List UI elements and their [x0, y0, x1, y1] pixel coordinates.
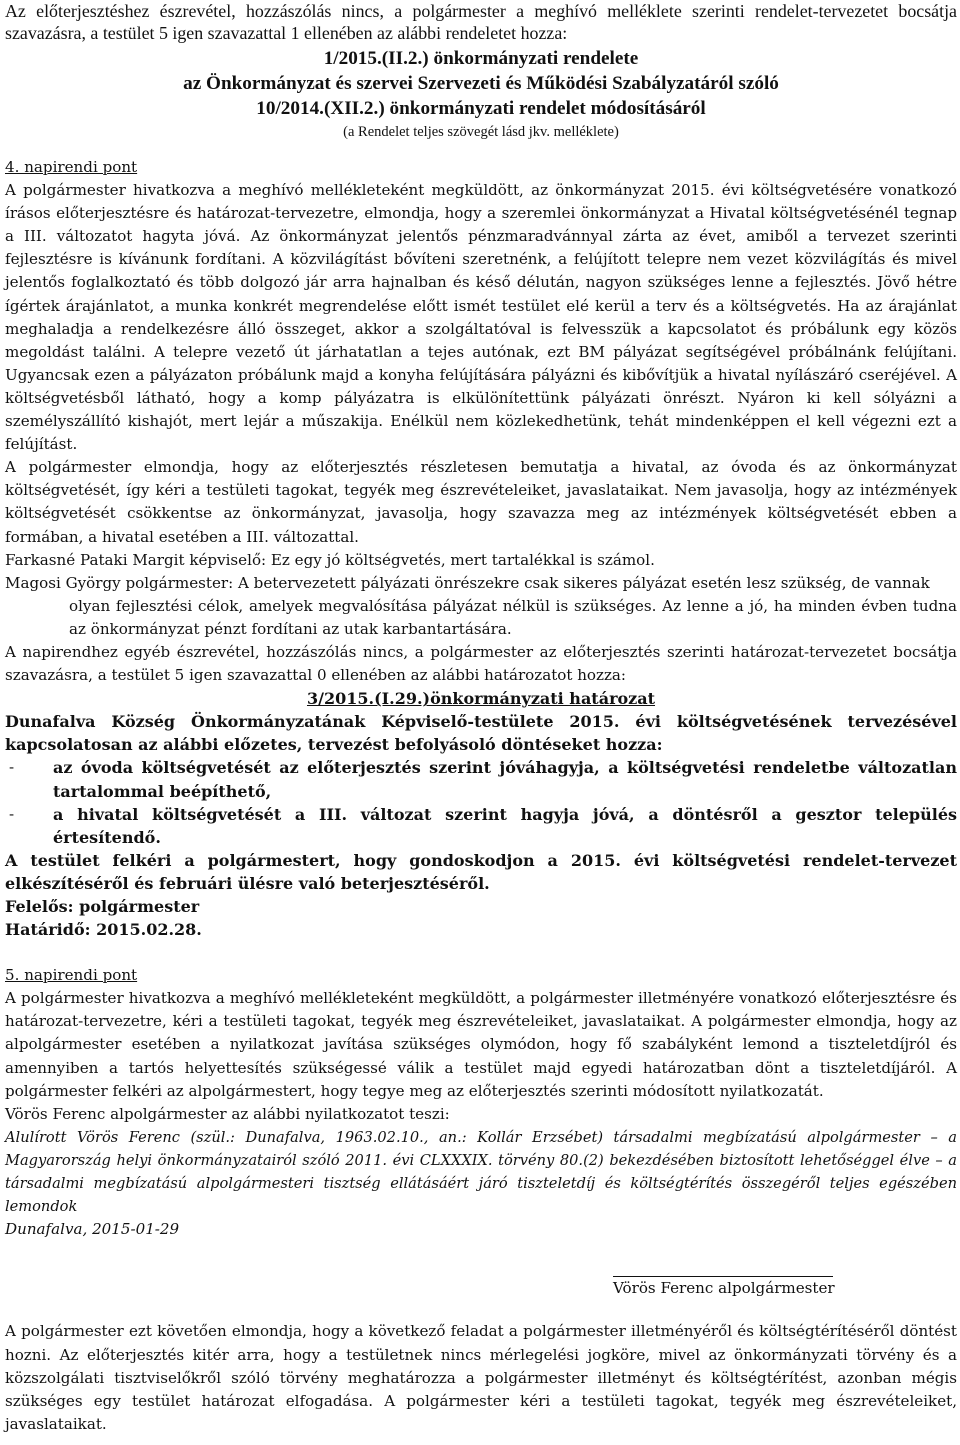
intro-paragraph: Az előterjesztéshez észrevétel, hozzászólás nincs, a polgármester a meghívó melléklete szerinti rendelet-tervezetet bocsátja szavazásra, a testület 5 igen szavazattal 1 ellenében az alábbi rendeletet hozza: [5, 1, 957, 43]
statement-intro: Vörös Ferenc alpolgármester az alábbi nyilatkozatot teszi: [5, 1104, 450, 1123]
magosi-statement-continued: olyan fejlesztési célok, amelyek megvalósítása pályázat nélkül is szükséges. Az lenne a jó, ha minden évben tudna az önkormányzat pénzt fordítani az utak karbantartására. [69, 596, 957, 638]
agenda-item-4-paragraph-3: Farkasné Pataki Margit képviselő: Ez egy jó költségvetés, mert tartalékkal is számol. [5, 550, 655, 569]
agenda-item-5 [5, 964, 957, 1436]
resolution-bullet-1 [5, 756, 957, 802]
closing-paragraph: A polgármester ezt követően elmondja, hogy a következő feladat a polgármester illetményéről és költségtérítéséről döntést hozni. Az előterjesztés kitér arra, hogy a testületnek nincs mérlegelési jogköre, mivel az önkormányzati törvény és a közszolgálati tisztviselőkről szóló törvény meghatározza a polgármester illetményt és költségtérítést, azonban mégis szükséges egy testület határozat elfogadása. A polgármester kéri a testületi tagokat, tegyék meg észrevételeiket, javaslataikat. [5, 1322, 957, 1433]
agenda-item-4-heading: 4. napirendi pont [5, 158, 138, 176]
statement-place-date: Dunafalva, 2015-01-29 [5, 1220, 180, 1239]
resolution-intro: Dunafalva Község Önkormányzatának Képviselő-testülete 2015. évi költségvetésének tervezésével kapcsolatosan az alábbi előzetes, tervezést befolyásoló döntéseket hozza: [5, 712, 957, 755]
decree-title-line-1: 1/2015.(II.2.) önkormányzati rendelete [323, 48, 639, 69]
resolution-bullet-1-text: az óvoda költségvetését az előterjesztés szerint jóváhagyja, a költségvetési rendeletbe változatlan tartalommal beépíthető, [53, 758, 957, 801]
decree-title-line-2: az Önkormányzat és szervei Szervezeti és Működési Szabályzatáról szóló [183, 73, 779, 94]
agenda-item-4 [5, 156, 957, 941]
document-page [5, 0, 957, 1436]
resolution-bullet-2-text: a hivatal költségvetését a III. változat szerint hagyja jóvá, a döntésről a gesztor település értesítendő. [53, 804, 957, 847]
vote-paragraph: A napirendhez egyéb észrevétel, hozzászólás nincs, a polgármester az előterjesztés szerinti határozat-tervezetet bocsátja szavazásra, a testület 5 igen szavazattal 0 ellenében az alábbi határozatot hozza: [5, 642, 957, 685]
resolution-deadline: Határidő: 2015.02.28. [5, 920, 202, 940]
resolution-title: 3/2015.(I.29.)önkormányzati határozat [306, 689, 656, 709]
agenda-item-5-paragraph: A polgármester hivatkozva a meghívó mellékleteként megküldött, a polgármester illetményére vonatkozó előterjesztésre és határozat-tervezetre, kéri a testületi tagokat, tegyék meg észrevételeiket, javaslataikat. A polgármester elmondja, hogy az alpolgármester esetében a nyilatkozat javítása szükséges olymódon, hogy fő szabályként lemond a tiszteletdíjról és amennyiben a tartós helyettesítés szükségessé válik a testület majd egyedi határozatban dönt a tiszteletdíjáról. A polgármester felkéri az alpolgármestert, hogy tegye meg az előterjesztés szerinti módosított nyilatkozatát. [5, 989, 957, 1100]
resolution-bullet-2 [5, 803, 957, 849]
agenda-item-4-paragraph-1: A polgármester hivatkozva a meghívó mellékleteként megküldött, az önkormányzat 2015. évi költségvetésére vonatkozó írásos előterjesztésre és határozat-tervezetre, elmondja, hogy a szeremlei önkormányzat a Hivatal költségvetésénél tegnap a III. változatot hagyta jóvá. Az önkormányzat jelentős pénzmaradvánnyal zárta az évet, amiből a tervezet szerinti fejlesztésre is kívánunk fordítani. A közvilágítást bővíteni szeretnénk, a felújított telepre nem vezet közvilágítás és mivel jelentős foglalkoztató és több dolgozó jár arra hajnalban és késő délután, nagyon szükséges lenne a fejlesztés. Jövő hétre ígértek árajánlatot, a munka konkrét megrendelése előtt ismét testület elé kerül a terv és a költségvetés. Ha az árajánlat meghaladja a rendelkezésre álló összeget, akkor a szolgáltatóval is felvesszük a kapcsolatot és próbálunk egy közös megoldást találni. A telepre vezető út járhatatlan a tejes autónak, ezt BM pályázat segítségével próbálnánk felújítani. Ugyancsak ezen a pályázaton próbálunk majd a konyha felújítására pályázni és kibővítjük a hivatal nyílászáró cseréjével. A költségvetésből látható, hogy a komp pályázatra is elkülönítettünk pályázati önrészt. Nyáron ki kell sólyázni a személyszállító kishajót, mert lejár a műszakija. Enélkül nem közlekedhetünk, tehát mindenképpen el kell végezni ezt a felújítást. [5, 181, 957, 454]
magosi-statement-first-line: Magosi György polgármester: A betervezetett pályázati önrészekre csak sikeres pályázat esetén lesz szükség, de vannak [5, 573, 930, 592]
bullet-dash: - [9, 758, 15, 777]
decree-heading [5, 46, 957, 144]
resolution-request: A testület felkéri a polgármestert, hogy gondoskodjon a 2015. évi költségvetési rendelet-tervezet elkészítéséről és februári ülésre való beterjesztéséről. [5, 850, 957, 893]
agenda-item-5-heading: 5. napirendi pont [5, 966, 138, 985]
signature-name: Vörös Ferenc alpolgármester [613, 1279, 835, 1298]
decree-title-line-3: 10/2014.(XII.2.) önkormányzati rendelet módosításáról [256, 98, 706, 119]
resolution-responsible: Felelős: polgármester [5, 897, 200, 916]
decree-note: (a Rendelet teljes szövegét lásd jkv. melléklete) [343, 124, 619, 140]
bullet-dash: - [9, 804, 15, 823]
agenda-item-4-paragraph-2: A polgármester elmondja, hogy az előterjesztés részletesen bemutatja a hivatal, az óvoda és az önkormányzat költségvetését, így kéri a testületi tagokat, tegyék meg észrevételeiket, javaslataikat. Nem javasolja, hogy az intézmények költségvetését csökkentse az önkormányzat, javasolja, hogy szavazza meg az intézmények költségvetését ebben a formában, a hivatal esetében a III. változattal. [5, 458, 957, 546]
vice-mayor-statement: Alulírott Vörös Ferenc (szül.: Dunafalva, 1963.02.10., an.: Kollár Erzsébet) társadalmi megbízatású alpolgármester – a Magyarország helyi önkormányzatairól szóló 2011. évi CLXXXIX. törvény 80.(2) bekezdésében biztosított lehetőséggel élve – a társadalmi megbízatású alpolgármesteri tisztség ellátásáért járó tiszteletdíj és költségtérítés összegéről teljes egészében lemondok [5, 1128, 957, 1216]
